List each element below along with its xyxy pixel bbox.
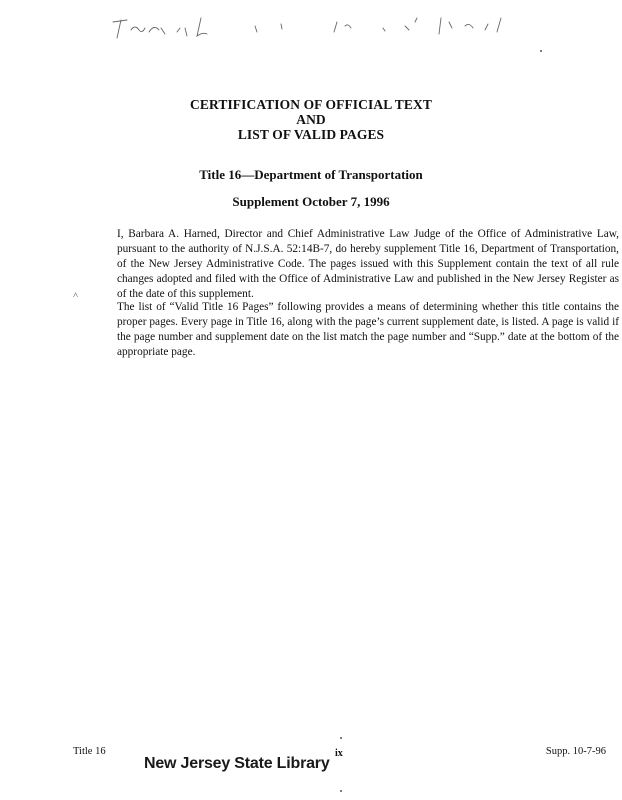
stray-mark: ˄ [73, 290, 79, 300]
certification-paragraph: I, Barbara A. Harned, Director and Chief Administrative Law Judge of the Office of Administrative Law, pursuant to the authority of N.J.S.A. 52:14B-7, do hereby supplement Title 16, Department of Transportation, of the New Jersey Administrative Code. The pages issued with this Supplement contain the text of all rule changes adopted and filed with the Office of Administrative Law and published in the New Jersey Register as of the date of this supplement. [117, 228, 619, 300]
certification-heading-line-1: CERTIFICATION OF OFFICIAL TEXT [190, 97, 432, 112]
footer-page-number: ix [335, 748, 343, 759]
footer-title: Title 16 [73, 746, 106, 757]
library-stamp: New Jersey State Library [144, 755, 330, 772]
speck [340, 790, 342, 792]
footer-supplement-date: Supp. 10-7-96 [545, 746, 606, 757]
speck [540, 50, 542, 52]
certification-heading-line-3: LIST OF VALID PAGES [237, 127, 385, 142]
handwritten-scribble [105, 8, 525, 48]
speck [340, 737, 342, 739]
title-heading: Title 16—Department of Transportation [199, 167, 423, 182]
certification-heading-line-2: AND [296, 112, 326, 127]
supplement-date-heading: Supplement October 7, 1996 [232, 194, 390, 209]
valid-pages-paragraph: The list of “Valid Title 16 Pages” following provides a means of determining whether this title contains the proper pages. Every page in Title 16, along with the page’s current supplement date, is listed. A page is valid if the page number and supplement date on the list match the page number and “Supp.” date at the bottom of the appropriate page. [117, 301, 619, 358]
